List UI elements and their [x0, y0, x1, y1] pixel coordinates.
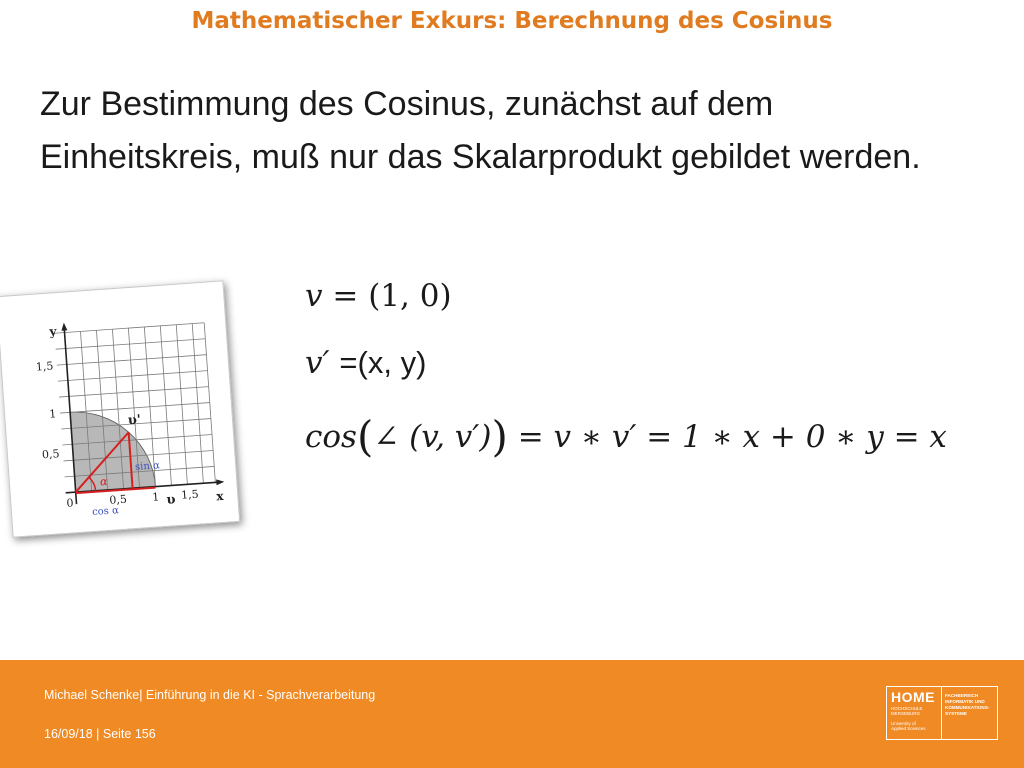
close-paren: ) [491, 412, 508, 461]
equation-cosine [305, 412, 947, 461]
x-tick-1-5: 1,5 [180, 487, 200, 502]
angle-alpha-label: α [99, 474, 108, 489]
open-paren: ( [356, 412, 374, 461]
unit-circle-diagram [0, 281, 239, 536]
equation-result: = v ∗ v′ = 1 ∗ x + 0 ∗ y = x [517, 419, 947, 455]
x-tick-0: 0 [66, 496, 74, 510]
university-logo [886, 686, 998, 740]
logo-school-line2: MERSEBURG [891, 711, 921, 716]
footer-bar [0, 660, 1024, 768]
slide-title: Mathematischer Exkurs: Berechnung des Cosinus [191, 8, 833, 34]
footer-author-course: Michael Schenke| Einführung in die KI - Sprachverarbeitung [44, 688, 376, 702]
equation-angle: ∠ (v, v′) [373, 419, 492, 455]
sin-alpha-label: sin α [134, 460, 161, 473]
equation-v [305, 278, 452, 314]
y-tick-1-5: 1,5 [35, 359, 54, 374]
unit-circle-figure [0, 280, 240, 537]
logo-school-line1: HOCHSCHULE [891, 706, 923, 711]
y-axis-label: y [48, 324, 57, 339]
logo-dept-line2: INFORMATIK UND [945, 699, 985, 704]
logo-department-block [945, 693, 997, 717]
logo-school-sub1: University of [891, 721, 916, 726]
footer-date-page: 16/09/18 | Seite 156 [44, 727, 156, 741]
equation-v-prime-lhs: v′ [305, 345, 330, 381]
vector-v-prime-label: υ' [127, 412, 142, 429]
equation-v-lhs: v [305, 278, 323, 314]
y-tick-0-5: 0,5 [41, 447, 60, 462]
logo-dept-line1: FACHBEREICH [945, 693, 979, 698]
equation-v-prime [305, 345, 426, 381]
logo-school-block [887, 687, 942, 739]
x-axis-arrow-icon [216, 479, 224, 486]
equation-cos-label: cos [305, 419, 357, 455]
x-axis-label: x [215, 488, 224, 504]
x-tick-1: 1 [151, 490, 160, 504]
equation-v-prime-rhs: =(x, y) [339, 345, 427, 380]
equation-v-rhs: = (1, 0) [332, 278, 452, 314]
y-tick-1: 1 [48, 407, 57, 421]
logo-dept-line4: SYSTEME [945, 711, 967, 716]
vector-v-label: υ [165, 492, 177, 508]
y-axis-arrow-icon [61, 322, 68, 330]
logo-mark: HOME [891, 689, 935, 705]
logo-dept-line3: KOMMUNIKATIONS- [945, 705, 990, 710]
cos-alpha-label: cos α [91, 505, 120, 519]
logo-school-sub2: Applied Sciences [891, 726, 926, 731]
x-tick-0-5: 0,5 [108, 492, 128, 507]
body-text: Zur Bestimmung des Cosinus, zunächst auf dem Einheitskreis, muß nur das Skalarprodukt gebildet werden. [40, 85, 921, 176]
